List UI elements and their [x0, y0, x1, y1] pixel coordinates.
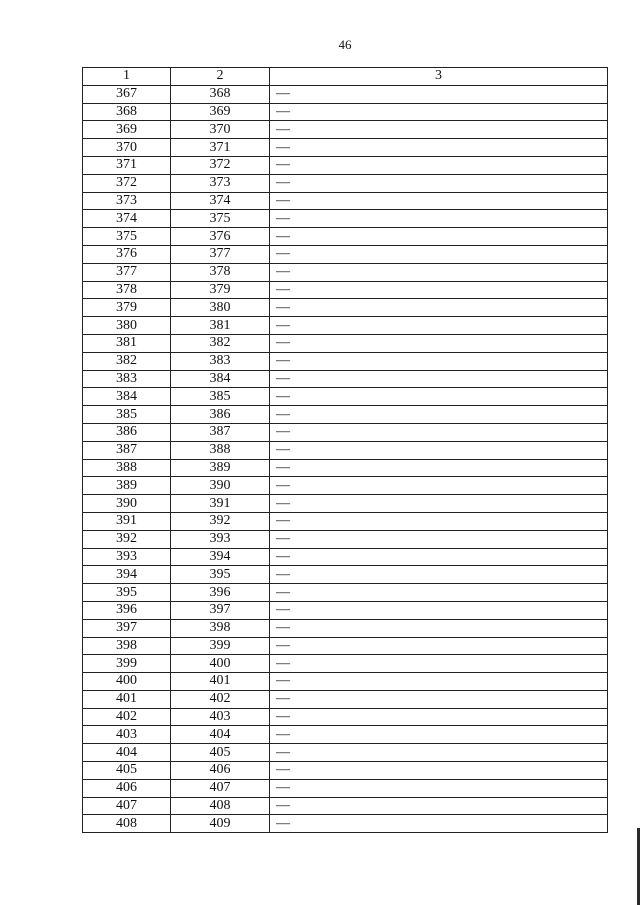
table-row [83, 459, 608, 477]
table-cell-col-3: — [270, 281, 608, 299]
table-row [83, 708, 608, 726]
table-cell-col-2: 369 [171, 103, 270, 121]
table-row [83, 370, 608, 388]
table-cell-col-2: 382 [171, 334, 270, 352]
table-cell-col-1: 374 [83, 210, 171, 228]
table-cell-col-3: — [270, 263, 608, 281]
table-cell-col-3: — [270, 744, 608, 762]
table-cell-col-1: 384 [83, 388, 171, 406]
column-header-3: 3 [270, 68, 608, 86]
table-cell-col-1: 383 [83, 370, 171, 388]
table-cell-col-2: 404 [171, 726, 270, 744]
table-row [83, 726, 608, 744]
table-cell-col-2: 396 [171, 584, 270, 602]
table-cell-col-2: 395 [171, 566, 270, 584]
table-cell-col-2: 379 [171, 281, 270, 299]
table-cell-col-3: — [270, 477, 608, 495]
table-cell-col-3: — [270, 228, 608, 246]
page-number: 46 [338, 37, 352, 52]
table-row [83, 601, 608, 619]
table-row [83, 352, 608, 370]
table-cell-col-2: 389 [171, 459, 270, 477]
table-row [83, 530, 608, 548]
table-cell-col-2: 390 [171, 477, 270, 495]
table-cell-col-1: 408 [83, 815, 171, 833]
table-cell-col-1: 402 [83, 708, 171, 726]
table-cell-col-1: 378 [83, 281, 171, 299]
table-cell-col-3: — [270, 495, 608, 513]
table-cell-col-3: — [270, 103, 608, 121]
table-cell-col-3: — [270, 245, 608, 263]
table-row [83, 673, 608, 691]
table-cell-col-2: 393 [171, 530, 270, 548]
table-row [83, 263, 608, 281]
table-cell-col-3: — [270, 121, 608, 139]
table-cell-col-2: 399 [171, 637, 270, 655]
column-header-2: 2 [171, 68, 270, 86]
table-cell-col-2: 397 [171, 601, 270, 619]
table-cell-col-3: — [270, 762, 608, 780]
table-row [83, 192, 608, 210]
table-cell-col-3: — [270, 317, 608, 335]
table-cell-col-2: 386 [171, 406, 270, 424]
table-cell-col-2: 400 [171, 655, 270, 673]
table-cell-col-1: 390 [83, 495, 171, 513]
table-cell-col-3: — [270, 459, 608, 477]
table-cell-col-2: 380 [171, 299, 270, 317]
table-cell-col-1: 392 [83, 530, 171, 548]
table-cell-col-1: 396 [83, 601, 171, 619]
table-cell-col-1: 377 [83, 263, 171, 281]
table-cell-col-2: 371 [171, 139, 270, 157]
table-cell-col-3: — [270, 388, 608, 406]
table-cell-col-1: 389 [83, 477, 171, 495]
table-cell-col-1: 372 [83, 174, 171, 192]
table-cell-col-2: 372 [171, 156, 270, 174]
table-row [83, 334, 608, 352]
table-cell-col-3: — [270, 192, 608, 210]
table-cell-col-2: 406 [171, 762, 270, 780]
table-cell-col-2: 391 [171, 495, 270, 513]
table-row [83, 744, 608, 762]
table-cell-col-1: 399 [83, 655, 171, 673]
table-cell-col-2: 378 [171, 263, 270, 281]
table-cell-col-1: 380 [83, 317, 171, 335]
table-cell-col-1: 403 [83, 726, 171, 744]
table-cell-col-3: — [270, 370, 608, 388]
table-row [83, 85, 608, 103]
table-cell-col-3: — [270, 637, 608, 655]
table-cell-col-3: — [270, 299, 608, 317]
table-cell-col-1: 407 [83, 797, 171, 815]
table-row [83, 797, 608, 815]
table-cell-col-1: 397 [83, 619, 171, 637]
table-row [83, 317, 608, 335]
table-cell-col-3: — [270, 423, 608, 441]
table-row [83, 690, 608, 708]
table-cell-col-2: 373 [171, 174, 270, 192]
table-cell-col-3: — [270, 655, 608, 673]
table-row [83, 139, 608, 157]
table-cell-col-1: 386 [83, 423, 171, 441]
table-cell-col-1: 368 [83, 103, 171, 121]
table-cell-col-1: 371 [83, 156, 171, 174]
table-cell-col-1: 369 [83, 121, 171, 139]
table-cell-col-2: 383 [171, 352, 270, 370]
table-cell-col-1: 398 [83, 637, 171, 655]
table-row [83, 637, 608, 655]
table-cell-col-1: 379 [83, 299, 171, 317]
table-cell-col-3: — [270, 779, 608, 797]
table-cell-col-3: — [270, 139, 608, 157]
table-row [83, 477, 608, 495]
table-cell-col-1: 382 [83, 352, 171, 370]
column-header-1: 1 [83, 68, 171, 86]
table-cell-col-2: 384 [171, 370, 270, 388]
table-cell-col-2: 398 [171, 619, 270, 637]
table-cell-col-2: 409 [171, 815, 270, 833]
table-row [83, 121, 608, 139]
table-cell-col-3: — [270, 815, 608, 833]
table-body [83, 85, 608, 832]
table-cell-col-2: 387 [171, 423, 270, 441]
table-row [83, 103, 608, 121]
table-row [83, 210, 608, 228]
table-cell-col-3: — [270, 566, 608, 584]
table-cell-col-1: 373 [83, 192, 171, 210]
table-cell-col-2: 392 [171, 512, 270, 530]
table-row [83, 566, 608, 584]
table-cell-col-1: 395 [83, 584, 171, 602]
table-cell-col-1: 404 [83, 744, 171, 762]
table-row [83, 299, 608, 317]
table-row [83, 619, 608, 637]
table-cell-col-1: 385 [83, 406, 171, 424]
table-cell-col-3: — [270, 352, 608, 370]
table-row [83, 815, 608, 833]
table-cell-col-2: 376 [171, 228, 270, 246]
table-cell-col-2: 381 [171, 317, 270, 335]
table-cell-col-1: 367 [83, 85, 171, 103]
table-cell-col-3: — [270, 619, 608, 637]
table-row [83, 174, 608, 192]
table-cell-col-1: 375 [83, 228, 171, 246]
table-cell-col-1: 370 [83, 139, 171, 157]
table-cell-col-1: 391 [83, 512, 171, 530]
table-row [83, 584, 608, 602]
table-row [83, 406, 608, 424]
table-cell-col-3: — [270, 548, 608, 566]
table-cell-col-2: 394 [171, 548, 270, 566]
table-cell-col-3: — [270, 530, 608, 548]
table-cell-col-3: — [270, 156, 608, 174]
table-cell-col-3: — [270, 726, 608, 744]
table-cell-col-1: 400 [83, 673, 171, 691]
table-cell-col-3: — [270, 673, 608, 691]
table-cell-col-3: — [270, 512, 608, 530]
table-row [83, 655, 608, 673]
table-cell-col-3: — [270, 690, 608, 708]
table-cell-col-1: 394 [83, 566, 171, 584]
table-row [83, 388, 608, 406]
table-cell-col-1: 401 [83, 690, 171, 708]
table-cell-col-2: 408 [171, 797, 270, 815]
table-cell-col-1: 376 [83, 245, 171, 263]
table-cell-col-3: — [270, 174, 608, 192]
table-row [83, 495, 608, 513]
table-cell-col-1: 387 [83, 441, 171, 459]
table-cell-col-3: — [270, 334, 608, 352]
table-cell-col-3: — [270, 441, 608, 459]
table-cell-col-1: 381 [83, 334, 171, 352]
table-row [83, 423, 608, 441]
table-cell-col-3: — [270, 85, 608, 103]
table-row [83, 779, 608, 797]
table-cell-col-1: 406 [83, 779, 171, 797]
table-row [83, 548, 608, 566]
table-row [83, 512, 608, 530]
table-cell-col-3: — [270, 210, 608, 228]
table-cell-col-2: 375 [171, 210, 270, 228]
table-cell-col-2: 385 [171, 388, 270, 406]
table-cell-col-3: — [270, 584, 608, 602]
table-row [83, 156, 608, 174]
table-cell-col-2: 403 [171, 708, 270, 726]
table-cell-col-1: 388 [83, 459, 171, 477]
table-row [83, 228, 608, 246]
table-cell-col-2: 407 [171, 779, 270, 797]
table-cell-col-3: — [270, 708, 608, 726]
table-cell-col-3: — [270, 601, 608, 619]
table-cell-col-2: 401 [171, 673, 270, 691]
table-cell-col-2: 370 [171, 121, 270, 139]
table-cell-col-2: 374 [171, 192, 270, 210]
table-row [83, 281, 608, 299]
table-cell-col-1: 393 [83, 548, 171, 566]
table-cell-col-2: 402 [171, 690, 270, 708]
table-cell-col-1: 405 [83, 762, 171, 780]
table-cell-col-3: — [270, 797, 608, 815]
table-cell-col-2: 368 [171, 85, 270, 103]
table-header-row [83, 68, 608, 86]
table-row [83, 762, 608, 780]
table-cell-col-2: 377 [171, 245, 270, 263]
data-table [82, 67, 608, 833]
table-row [83, 441, 608, 459]
table-cell-col-2: 388 [171, 441, 270, 459]
table-row [83, 245, 608, 263]
table-cell-col-2: 405 [171, 744, 270, 762]
table-cell-col-3: — [270, 406, 608, 424]
